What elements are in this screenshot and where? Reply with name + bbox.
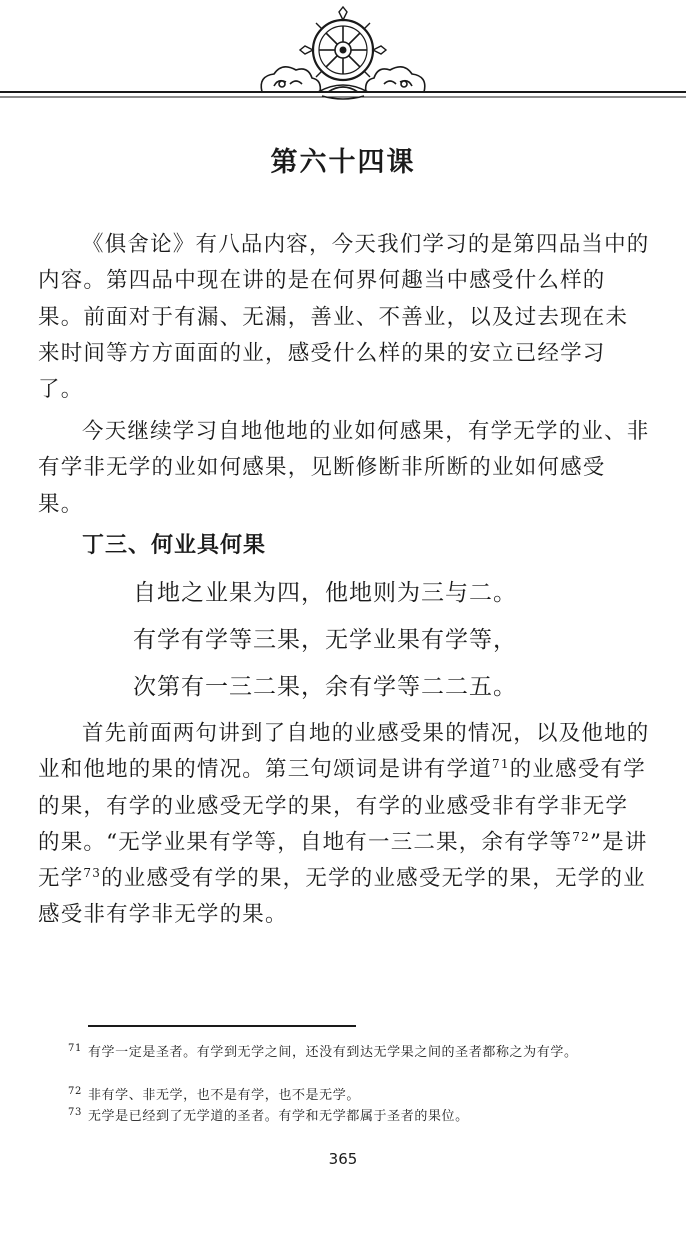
commentary-text: ”是讲无学 xyxy=(38,829,648,892)
footnote-text: 有学一定是圣者。有学到无学之间，还没有到达无学果之间的圣者都称之为有学。 xyxy=(87,1045,578,1060)
footnote-number: 73 xyxy=(68,1106,82,1118)
commentary-text: 的业感受有学的果，无学的业感受无学的果，无学的业感受非有学非无学的果。 xyxy=(38,866,646,928)
commentary-text: 首先前面两句讲到了自地的业感受果的情况，以及他地的业和他地的果的情况。第三句颂词是讲有学道 xyxy=(38,721,650,783)
footnote-73 xyxy=(38,1106,650,1127)
dharma-wheel-icon xyxy=(300,7,386,80)
cloud-scroll-right-icon xyxy=(366,67,425,92)
footnote-71 xyxy=(38,1042,650,1063)
footnote-ref-73[interactable]: 73 xyxy=(83,866,102,881)
footnote-text: 非有学、非无学，也不是有学，也不是无学。 xyxy=(87,1088,360,1103)
page-number: 365 xyxy=(328,1150,358,1168)
footnote-text: 无学是已经到了无学道的圣者。有学和无学都属于圣者的果位。 xyxy=(87,1109,469,1124)
verse-line-2: 有学有学等三果，无学业果有学等， xyxy=(133,627,517,653)
footnote-number: 71 xyxy=(68,1042,82,1054)
commentary-text: 的业感受有学的果，有学的业感受无学的果，有学的业感受非有学非无学的果。“无学业果有学等，自地有一三二果，余有学等 xyxy=(38,757,646,855)
verse-line-1: 自地之业果为四，他地则为三与二。 xyxy=(133,580,517,606)
footnote-ref-72[interactable]: 72 xyxy=(572,829,590,844)
section-heading: 丁三、何业具何果 xyxy=(82,533,267,558)
commentary-paragraph xyxy=(38,716,650,934)
verse-line-3: 次第有一三二果，余有学等二二五。 xyxy=(133,674,517,700)
footnote-separator xyxy=(88,1025,356,1027)
header-ornament xyxy=(0,0,686,110)
footnote-ref-71[interactable]: 71 xyxy=(492,757,510,772)
paragraph-2: 今天继续学习自地他地的业如何感果，有学无学的业、非有学非无学的业如何感果，见断修断非所断的业如何感受果。 xyxy=(38,419,650,517)
cloud-scroll-left-icon xyxy=(261,67,320,92)
paragraph-1: 《俱舍论》有八品内容，今天我们学习的是第四品当中的内容。第四品中现在讲的是在何界何趣当中感受什么样的果。前面对于有漏、无漏，善业、不善业，以及过去现在未来时间等方方面面的业，感受什么样的果的安立已经学习了。 xyxy=(38,232,650,403)
lesson-title: 第六十四课 xyxy=(270,147,416,178)
footnote-72 xyxy=(38,1085,650,1106)
footnote-number: 72 xyxy=(68,1085,82,1097)
